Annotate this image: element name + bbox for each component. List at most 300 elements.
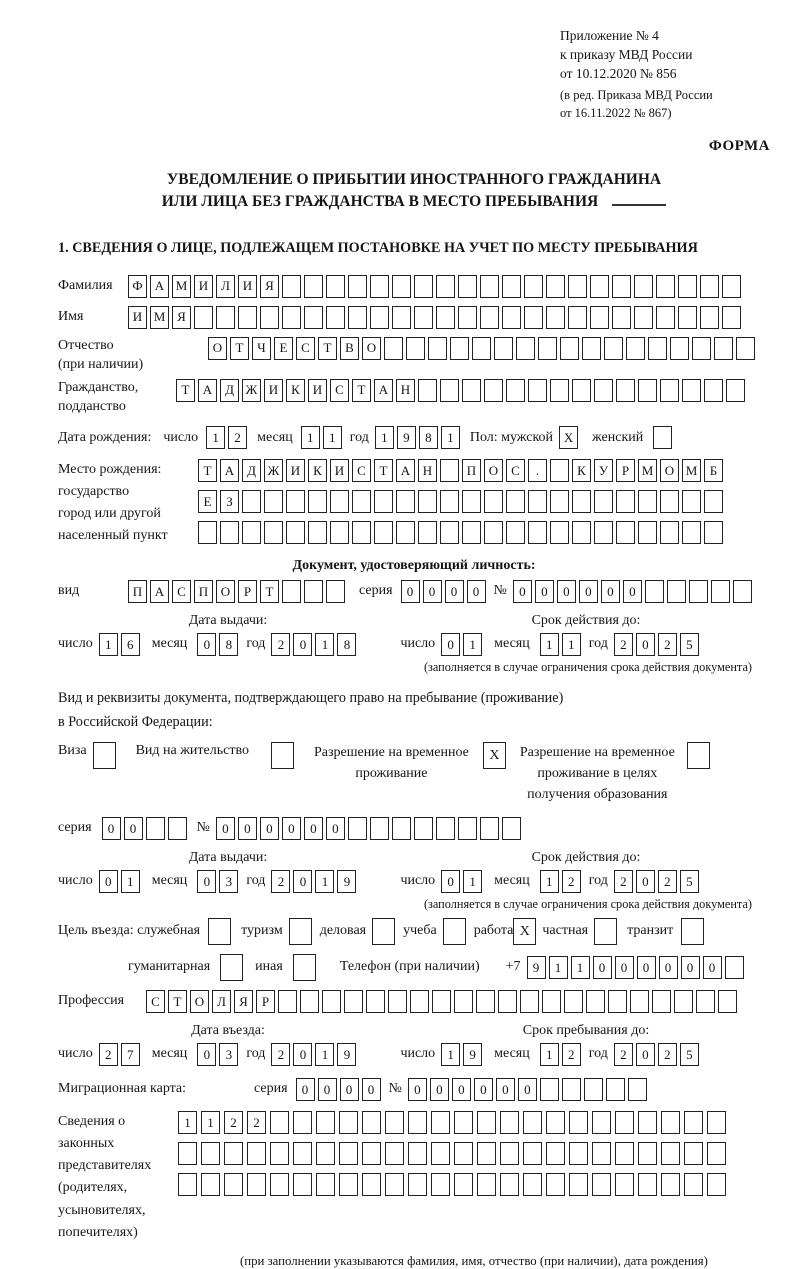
char-cell[interactable] bbox=[304, 306, 323, 329]
char-cell[interactable] bbox=[562, 1078, 581, 1101]
char-cell[interactable] bbox=[316, 1173, 335, 1196]
char-cell[interactable] bbox=[687, 742, 710, 769]
char-cell[interactable]: А bbox=[374, 379, 393, 402]
char-cell[interactable] bbox=[726, 379, 745, 402]
birthplace-row2-input[interactable] bbox=[198, 490, 723, 513]
char-cell[interactable] bbox=[477, 1142, 496, 1165]
char-cell[interactable] bbox=[458, 817, 477, 840]
char-cell[interactable]: 5 bbox=[680, 1043, 699, 1066]
char-cell[interactable]: С bbox=[330, 379, 349, 402]
char-cell[interactable] bbox=[454, 1142, 473, 1165]
char-cell[interactable] bbox=[516, 337, 535, 360]
char-cell[interactable] bbox=[326, 580, 345, 603]
char-cell[interactable]: Я bbox=[234, 990, 253, 1013]
char-cell[interactable] bbox=[440, 490, 459, 513]
char-cell[interactable] bbox=[524, 275, 543, 298]
char-cell[interactable] bbox=[725, 956, 744, 979]
char-cell[interactable]: И bbox=[308, 379, 327, 402]
char-cell[interactable] bbox=[630, 990, 649, 1013]
char-cell[interactable] bbox=[326, 275, 345, 298]
char-cell[interactable]: И bbox=[286, 459, 305, 482]
char-cell[interactable] bbox=[385, 1111, 404, 1134]
char-cell[interactable]: Л bbox=[216, 275, 235, 298]
permit-valid-month-input[interactable] bbox=[540, 870, 581, 893]
char-cell[interactable]: 0 bbox=[636, 633, 655, 656]
char-cell[interactable] bbox=[477, 1173, 496, 1196]
char-cell[interactable]: Т bbox=[260, 580, 279, 603]
char-cell[interactable]: 1 bbox=[315, 870, 334, 893]
char-cell[interactable] bbox=[546, 275, 565, 298]
char-cell[interactable]: Б bbox=[704, 459, 723, 482]
char-cell[interactable] bbox=[384, 337, 403, 360]
char-cell[interactable] bbox=[661, 1173, 680, 1196]
char-cell[interactable] bbox=[304, 275, 323, 298]
doc-valid-year-input[interactable] bbox=[614, 633, 699, 656]
char-cell[interactable]: 0 bbox=[99, 870, 118, 893]
char-cell[interactable] bbox=[271, 742, 294, 769]
char-cell[interactable]: В bbox=[340, 337, 359, 360]
char-cell[interactable]: 1 bbox=[375, 426, 394, 449]
doc-kind-input[interactable] bbox=[128, 580, 345, 603]
char-cell[interactable] bbox=[506, 379, 525, 402]
char-cell[interactable]: 2 bbox=[614, 633, 633, 656]
char-cell[interactable] bbox=[440, 379, 459, 402]
char-cell[interactable]: 9 bbox=[463, 1043, 482, 1066]
given-name-input[interactable] bbox=[128, 306, 741, 329]
char-cell[interactable] bbox=[594, 490, 613, 513]
char-cell[interactable]: 3 bbox=[219, 870, 238, 893]
char-cell[interactable] bbox=[428, 337, 447, 360]
char-cell[interactable]: У bbox=[594, 459, 613, 482]
char-cell[interactable] bbox=[684, 1142, 703, 1165]
char-cell[interactable] bbox=[388, 990, 407, 1013]
char-cell[interactable] bbox=[194, 306, 213, 329]
char-cell[interactable] bbox=[653, 426, 672, 449]
char-cell[interactable] bbox=[524, 306, 543, 329]
doc-issue-year-input[interactable] bbox=[271, 633, 356, 656]
purpose-other-checkbox[interactable] bbox=[293, 954, 316, 981]
char-cell[interactable] bbox=[538, 337, 557, 360]
char-cell[interactable] bbox=[523, 1173, 542, 1196]
char-cell[interactable] bbox=[546, 306, 565, 329]
char-cell[interactable] bbox=[201, 1142, 220, 1165]
char-cell[interactable] bbox=[242, 490, 261, 513]
char-cell[interactable]: 0 bbox=[579, 580, 598, 603]
char-cell[interactable]: К bbox=[572, 459, 591, 482]
char-cell[interactable] bbox=[502, 275, 521, 298]
char-cell[interactable] bbox=[714, 337, 733, 360]
char-cell[interactable] bbox=[704, 379, 723, 402]
char-cell[interactable] bbox=[308, 490, 327, 513]
char-cell[interactable] bbox=[477, 1111, 496, 1134]
char-cell[interactable]: Т bbox=[168, 990, 187, 1013]
char-cell[interactable] bbox=[198, 521, 217, 544]
char-cell[interactable] bbox=[523, 1142, 542, 1165]
legal-rep-row1-input[interactable] bbox=[178, 1111, 726, 1134]
char-cell[interactable]: 0 bbox=[318, 1078, 337, 1101]
char-cell[interactable] bbox=[520, 990, 539, 1013]
char-cell[interactable] bbox=[656, 306, 675, 329]
char-cell[interactable] bbox=[348, 817, 367, 840]
purpose-official-checkbox[interactable] bbox=[208, 918, 231, 945]
char-cell[interactable] bbox=[568, 275, 587, 298]
char-cell[interactable]: 2 bbox=[271, 633, 290, 656]
purpose-humanitarian-checkbox[interactable] bbox=[220, 954, 243, 981]
char-cell[interactable] bbox=[700, 306, 719, 329]
char-cell[interactable]: Р bbox=[616, 459, 635, 482]
char-cell[interactable] bbox=[282, 580, 301, 603]
char-cell[interactable] bbox=[626, 337, 645, 360]
char-cell[interactable] bbox=[366, 990, 385, 1013]
char-cell[interactable] bbox=[638, 1142, 657, 1165]
char-cell[interactable]: О bbox=[216, 580, 235, 603]
char-cell[interactable] bbox=[93, 742, 116, 769]
visa-checkbox[interactable] bbox=[93, 742, 116, 769]
char-cell[interactable] bbox=[689, 580, 708, 603]
char-cell[interactable]: Т bbox=[318, 337, 337, 360]
char-cell[interactable] bbox=[569, 1111, 588, 1134]
char-cell[interactable]: 1 bbox=[206, 426, 225, 449]
doc-issue-month-input[interactable] bbox=[197, 633, 238, 656]
char-cell[interactable]: О bbox=[190, 990, 209, 1013]
doc-issue-day-input[interactable] bbox=[99, 633, 140, 656]
purpose-work-checkbox[interactable] bbox=[513, 918, 536, 945]
char-cell[interactable] bbox=[406, 337, 425, 360]
char-cell[interactable] bbox=[594, 521, 613, 544]
char-cell[interactable] bbox=[408, 1111, 427, 1134]
char-cell[interactable]: 0 bbox=[703, 956, 722, 979]
char-cell[interactable] bbox=[374, 521, 393, 544]
char-cell[interactable]: 0 bbox=[401, 580, 420, 603]
char-cell[interactable] bbox=[201, 1173, 220, 1196]
char-cell[interactable] bbox=[242, 521, 261, 544]
char-cell[interactable]: 1 bbox=[99, 633, 118, 656]
char-cell[interactable]: 2 bbox=[614, 1043, 633, 1066]
patronymic-input[interactable] bbox=[208, 337, 755, 360]
char-cell[interactable]: Я bbox=[172, 306, 191, 329]
migration-series-input[interactable] bbox=[296, 1078, 381, 1101]
char-cell[interactable] bbox=[431, 1142, 450, 1165]
char-cell[interactable]: 0 bbox=[557, 580, 576, 603]
char-cell[interactable]: С bbox=[146, 990, 165, 1013]
char-cell[interactable] bbox=[322, 990, 341, 1013]
char-cell[interactable]: 9 bbox=[527, 956, 546, 979]
char-cell[interactable] bbox=[586, 990, 605, 1013]
char-cell[interactable] bbox=[569, 1173, 588, 1196]
char-cell[interactable]: 0 bbox=[593, 956, 612, 979]
char-cell[interactable] bbox=[722, 275, 741, 298]
char-cell[interactable]: 0 bbox=[293, 1043, 312, 1066]
char-cell[interactable] bbox=[592, 1111, 611, 1134]
char-cell[interactable] bbox=[648, 337, 667, 360]
char-cell[interactable] bbox=[352, 521, 371, 544]
char-cell[interactable] bbox=[550, 379, 569, 402]
char-cell[interactable] bbox=[168, 817, 187, 840]
char-cell[interactable]: Е bbox=[274, 337, 293, 360]
char-cell[interactable]: 0 bbox=[636, 870, 655, 893]
char-cell[interactable] bbox=[372, 918, 395, 945]
char-cell[interactable] bbox=[678, 306, 697, 329]
char-cell[interactable]: П bbox=[128, 580, 147, 603]
char-cell[interactable]: 0 bbox=[296, 1078, 315, 1101]
char-cell[interactable] bbox=[432, 990, 451, 1013]
char-cell[interactable] bbox=[502, 306, 521, 329]
birthplace-row1-input[interactable] bbox=[198, 459, 723, 482]
doc-number-input[interactable] bbox=[513, 580, 752, 603]
char-cell[interactable]: 0 bbox=[637, 956, 656, 979]
char-cell[interactable]: 1 bbox=[540, 870, 559, 893]
char-cell[interactable]: 0 bbox=[467, 580, 486, 603]
char-cell[interactable]: 0 bbox=[441, 633, 460, 656]
char-cell[interactable] bbox=[550, 459, 569, 482]
char-cell[interactable] bbox=[634, 306, 653, 329]
char-cell[interactable]: И bbox=[264, 379, 283, 402]
char-cell[interactable] bbox=[667, 580, 686, 603]
char-cell[interactable] bbox=[628, 1078, 647, 1101]
char-cell[interactable] bbox=[733, 580, 752, 603]
char-cell[interactable]: 1 bbox=[315, 1043, 334, 1066]
char-cell[interactable] bbox=[612, 306, 631, 329]
char-cell[interactable] bbox=[330, 521, 349, 544]
char-cell[interactable] bbox=[220, 954, 243, 981]
char-cell[interactable]: 2 bbox=[562, 1043, 581, 1066]
entry-day-input[interactable] bbox=[99, 1043, 140, 1066]
char-cell[interactable] bbox=[615, 1111, 634, 1134]
char-cell[interactable]: А bbox=[150, 580, 169, 603]
char-cell[interactable] bbox=[500, 1173, 519, 1196]
char-cell[interactable] bbox=[704, 490, 723, 513]
char-cell[interactable]: 2 bbox=[614, 870, 633, 893]
char-cell[interactable] bbox=[414, 275, 433, 298]
char-cell[interactable]: Р bbox=[238, 580, 257, 603]
char-cell[interactable] bbox=[458, 306, 477, 329]
char-cell[interactable] bbox=[700, 275, 719, 298]
char-cell[interactable]: И bbox=[194, 275, 213, 298]
char-cell[interactable]: 9 bbox=[397, 426, 416, 449]
char-cell[interactable]: 0 bbox=[282, 817, 301, 840]
char-cell[interactable]: 0 bbox=[518, 1078, 537, 1101]
char-cell[interactable] bbox=[616, 490, 635, 513]
char-cell[interactable]: З bbox=[220, 490, 239, 513]
char-cell[interactable]: Ж bbox=[242, 379, 261, 402]
char-cell[interactable] bbox=[431, 1173, 450, 1196]
char-cell[interactable] bbox=[660, 521, 679, 544]
char-cell[interactable]: 0 bbox=[326, 817, 345, 840]
char-cell[interactable]: Ж bbox=[264, 459, 283, 482]
char-cell[interactable] bbox=[498, 990, 517, 1013]
char-cell[interactable] bbox=[270, 1142, 289, 1165]
char-cell[interactable]: 0 bbox=[636, 1043, 655, 1066]
char-cell[interactable] bbox=[339, 1142, 358, 1165]
char-cell[interactable] bbox=[572, 490, 591, 513]
char-cell[interactable]: 9 bbox=[337, 870, 356, 893]
char-cell[interactable]: П bbox=[462, 459, 481, 482]
legal-rep-row3-input[interactable] bbox=[178, 1173, 726, 1196]
char-cell[interactable] bbox=[300, 990, 319, 1013]
char-cell[interactable] bbox=[540, 1078, 559, 1101]
char-cell[interactable] bbox=[339, 1111, 358, 1134]
char-cell[interactable] bbox=[615, 1142, 634, 1165]
char-cell[interactable]: X bbox=[559, 426, 578, 449]
char-cell[interactable]: 2 bbox=[658, 633, 677, 656]
char-cell[interactable]: Т bbox=[352, 379, 371, 402]
char-cell[interactable] bbox=[681, 918, 704, 945]
char-cell[interactable] bbox=[352, 490, 371, 513]
char-cell[interactable] bbox=[550, 521, 569, 544]
char-cell[interactable] bbox=[645, 580, 664, 603]
char-cell[interactable]: О bbox=[362, 337, 381, 360]
char-cell[interactable] bbox=[616, 379, 635, 402]
char-cell[interactable] bbox=[572, 521, 591, 544]
char-cell[interactable] bbox=[410, 990, 429, 1013]
char-cell[interactable] bbox=[528, 379, 547, 402]
char-cell[interactable] bbox=[293, 1111, 312, 1134]
char-cell[interactable]: 2 bbox=[658, 1043, 677, 1066]
char-cell[interactable]: Ч bbox=[252, 337, 271, 360]
char-cell[interactable] bbox=[707, 1173, 726, 1196]
char-cell[interactable] bbox=[293, 1173, 312, 1196]
char-cell[interactable] bbox=[704, 521, 723, 544]
char-cell[interactable]: 2 bbox=[224, 1111, 243, 1134]
char-cell[interactable] bbox=[436, 817, 455, 840]
char-cell[interactable] bbox=[569, 1142, 588, 1165]
char-cell[interactable]: 0 bbox=[423, 580, 442, 603]
char-cell[interactable]: 0 bbox=[197, 1043, 216, 1066]
char-cell[interactable]: Д bbox=[220, 379, 239, 402]
char-cell[interactable]: 0 bbox=[102, 817, 121, 840]
char-cell[interactable]: Л bbox=[212, 990, 231, 1013]
char-cell[interactable] bbox=[718, 990, 737, 1013]
char-cell[interactable] bbox=[546, 1111, 565, 1134]
char-cell[interactable]: X bbox=[513, 918, 536, 945]
char-cell[interactable] bbox=[293, 954, 316, 981]
char-cell[interactable]: А bbox=[220, 459, 239, 482]
sex-male-checkbox[interactable] bbox=[559, 426, 578, 449]
char-cell[interactable]: 6 bbox=[121, 633, 140, 656]
char-cell[interactable] bbox=[736, 337, 755, 360]
char-cell[interactable] bbox=[506, 521, 525, 544]
char-cell[interactable]: 2 bbox=[271, 1043, 290, 1066]
char-cell[interactable] bbox=[286, 521, 305, 544]
stay-year-input[interactable] bbox=[614, 1043, 699, 1066]
char-cell[interactable]: . bbox=[528, 459, 547, 482]
char-cell[interactable] bbox=[385, 1173, 404, 1196]
permit-issue-month-input[interactable] bbox=[197, 870, 238, 893]
entry-month-input[interactable] bbox=[197, 1043, 238, 1066]
char-cell[interactable]: 2 bbox=[658, 870, 677, 893]
char-cell[interactable] bbox=[661, 1142, 680, 1165]
char-cell[interactable]: 8 bbox=[337, 633, 356, 656]
char-cell[interactable]: 2 bbox=[562, 870, 581, 893]
char-cell[interactable]: 2 bbox=[271, 870, 290, 893]
char-cell[interactable] bbox=[502, 817, 521, 840]
char-cell[interactable]: С bbox=[352, 459, 371, 482]
purpose-tourism-checkbox[interactable] bbox=[289, 918, 312, 945]
char-cell[interactable] bbox=[247, 1142, 266, 1165]
char-cell[interactable] bbox=[560, 337, 579, 360]
char-cell[interactable]: 1 bbox=[315, 633, 334, 656]
char-cell[interactable] bbox=[582, 337, 601, 360]
char-cell[interactable] bbox=[440, 521, 459, 544]
char-cell[interactable]: 0 bbox=[260, 817, 279, 840]
char-cell[interactable]: 0 bbox=[362, 1078, 381, 1101]
temp-residence-edu-checkbox[interactable] bbox=[687, 742, 710, 769]
char-cell[interactable]: 0 bbox=[615, 956, 634, 979]
birth-day-input[interactable] bbox=[206, 426, 247, 449]
char-cell[interactable]: К bbox=[308, 459, 327, 482]
permit-valid-day-input[interactable] bbox=[441, 870, 482, 893]
char-cell[interactable] bbox=[592, 1142, 611, 1165]
char-cell[interactable]: 1 bbox=[178, 1111, 197, 1134]
char-cell[interactable] bbox=[264, 521, 283, 544]
char-cell[interactable]: 0 bbox=[659, 956, 678, 979]
char-cell[interactable] bbox=[682, 379, 701, 402]
char-cell[interactable] bbox=[682, 521, 701, 544]
char-cell[interactable]: 0 bbox=[601, 580, 620, 603]
char-cell[interactable]: Т bbox=[374, 459, 393, 482]
char-cell[interactable] bbox=[568, 306, 587, 329]
char-cell[interactable] bbox=[450, 337, 469, 360]
char-cell[interactable]: 9 bbox=[337, 1043, 356, 1066]
char-cell[interactable]: 1 bbox=[463, 633, 482, 656]
char-cell[interactable]: 0 bbox=[452, 1078, 471, 1101]
char-cell[interactable] bbox=[247, 1173, 266, 1196]
char-cell[interactable]: А bbox=[150, 275, 169, 298]
char-cell[interactable]: 0 bbox=[293, 870, 312, 893]
doc-valid-day-input[interactable] bbox=[441, 633, 482, 656]
char-cell[interactable]: 0 bbox=[304, 817, 323, 840]
char-cell[interactable] bbox=[348, 306, 367, 329]
char-cell[interactable]: 8 bbox=[419, 426, 438, 449]
char-cell[interactable] bbox=[454, 990, 473, 1013]
char-cell[interactable] bbox=[590, 306, 609, 329]
char-cell[interactable] bbox=[652, 990, 671, 1013]
permit-issue-year-input[interactable] bbox=[271, 870, 356, 893]
char-cell[interactable]: 0 bbox=[513, 580, 532, 603]
char-cell[interactable] bbox=[348, 275, 367, 298]
char-cell[interactable] bbox=[396, 521, 415, 544]
char-cell[interactable] bbox=[408, 1142, 427, 1165]
migration-number-input[interactable] bbox=[408, 1078, 647, 1101]
char-cell[interactable]: О bbox=[208, 337, 227, 360]
char-cell[interactable]: Н bbox=[418, 459, 437, 482]
birthplace-row3-input[interactable] bbox=[198, 521, 723, 544]
char-cell[interactable] bbox=[656, 275, 675, 298]
char-cell[interactable] bbox=[494, 337, 513, 360]
phone-input[interactable] bbox=[527, 956, 744, 979]
char-cell[interactable] bbox=[418, 379, 437, 402]
char-cell[interactable] bbox=[270, 1173, 289, 1196]
char-cell[interactable]: О bbox=[484, 459, 503, 482]
char-cell[interactable] bbox=[711, 580, 730, 603]
char-cell[interactable] bbox=[462, 490, 481, 513]
char-cell[interactable]: 1 bbox=[441, 1043, 460, 1066]
char-cell[interactable] bbox=[707, 1142, 726, 1165]
char-cell[interactable]: 0 bbox=[124, 817, 143, 840]
doc-series-input[interactable] bbox=[401, 580, 486, 603]
char-cell[interactable] bbox=[484, 521, 503, 544]
char-cell[interactable] bbox=[480, 306, 499, 329]
char-cell[interactable]: 0 bbox=[340, 1078, 359, 1101]
char-cell[interactable] bbox=[472, 337, 491, 360]
permit-series-input[interactable] bbox=[102, 817, 187, 840]
char-cell[interactable] bbox=[660, 379, 679, 402]
char-cell[interactable]: О bbox=[660, 459, 679, 482]
char-cell[interactable] bbox=[224, 1173, 243, 1196]
char-cell[interactable] bbox=[289, 918, 312, 945]
char-cell[interactable] bbox=[528, 490, 547, 513]
char-cell[interactable]: 0 bbox=[623, 580, 642, 603]
